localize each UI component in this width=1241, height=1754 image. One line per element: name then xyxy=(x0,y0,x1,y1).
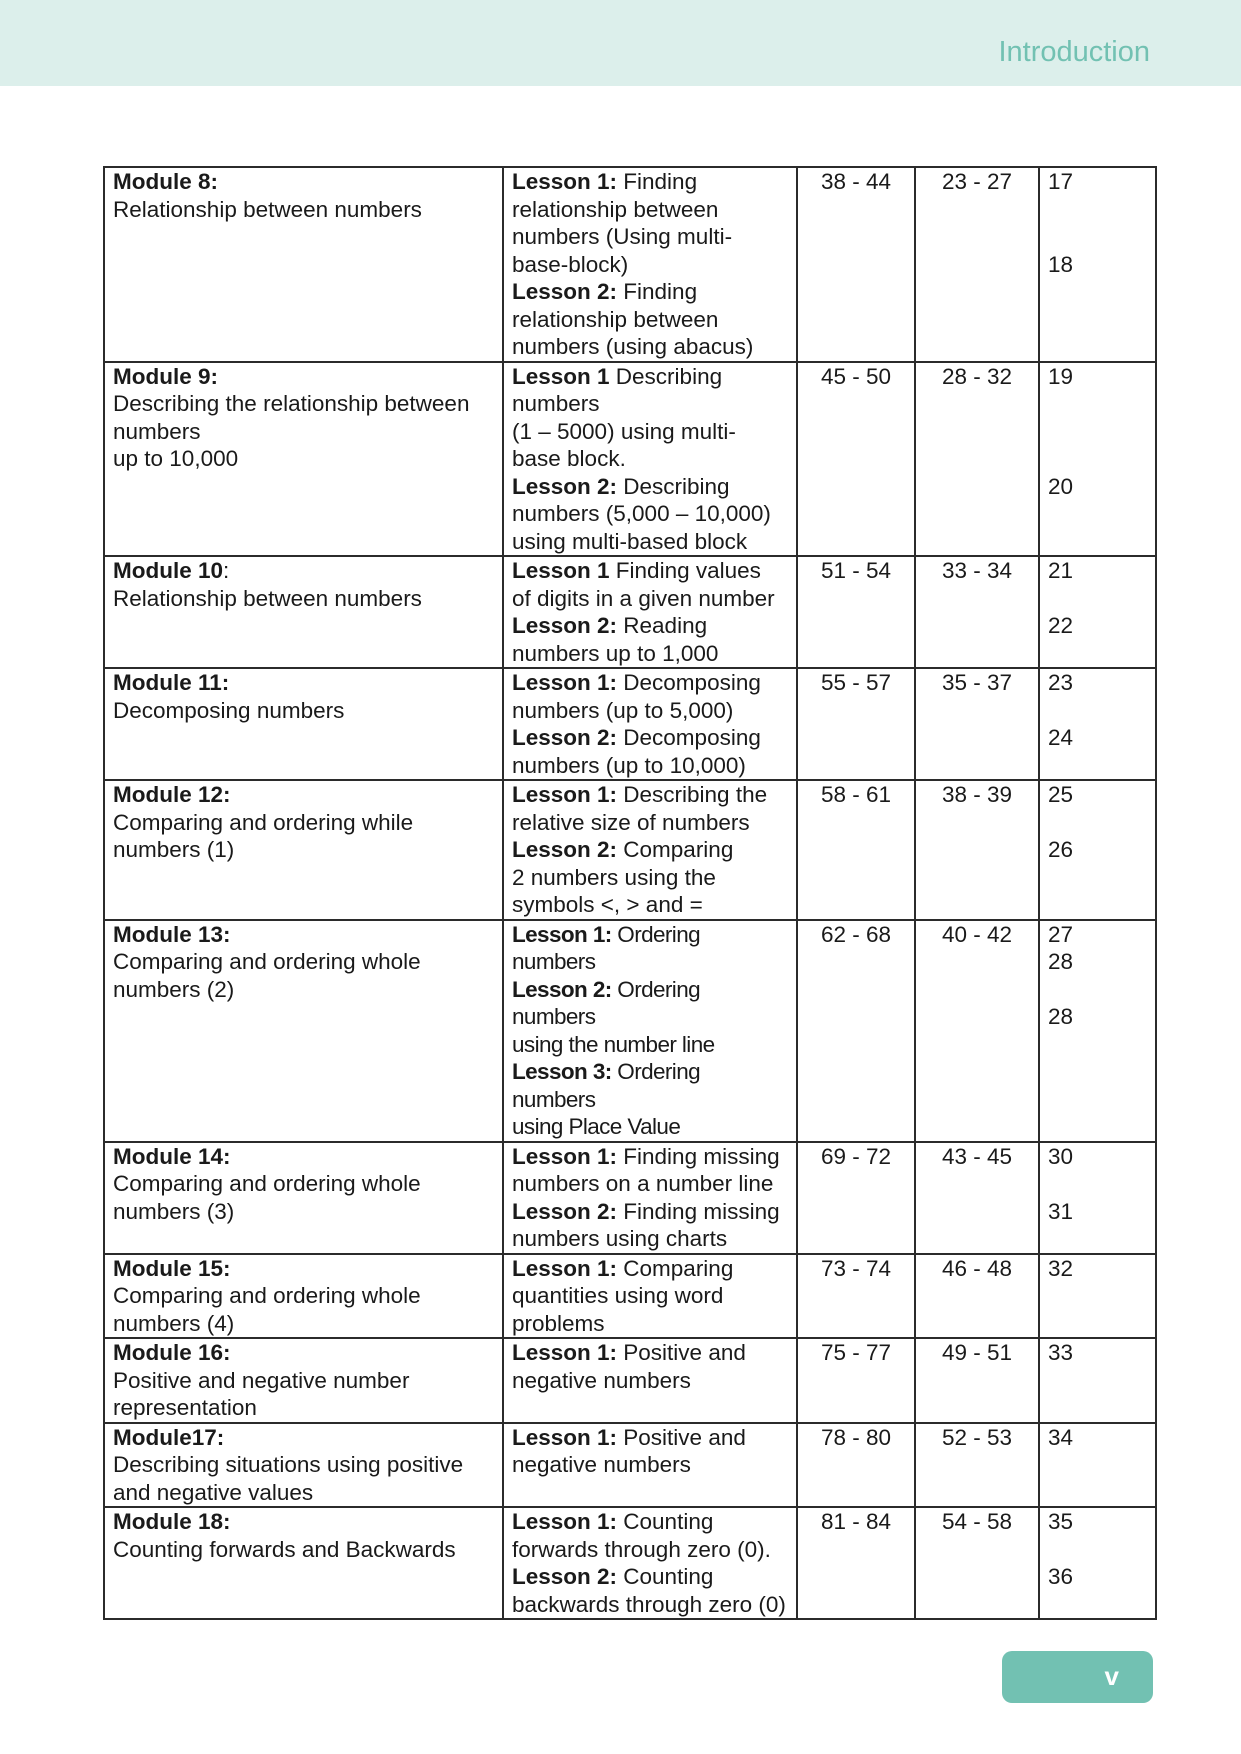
module-cell xyxy=(104,920,503,1142)
lessons-cell: Lesson 1: Positive and negative numbers xyxy=(503,1338,797,1423)
header-band xyxy=(0,0,1241,86)
module-cell xyxy=(104,362,503,557)
page-range-cell: 62 - 68 xyxy=(797,920,915,1142)
page-range-cell: 28 - 32 xyxy=(915,362,1039,557)
page-number: v xyxy=(1104,1661,1119,1691)
module-title-line: numbers (2) xyxy=(113,976,235,1002)
page-range-cell: 54 - 58 xyxy=(915,1507,1039,1619)
module-cell xyxy=(104,780,503,920)
module-title-line: numbers xyxy=(113,418,201,444)
lesson-page-cell: 17 18 xyxy=(1039,167,1156,362)
module-title-line: Comparing and ordering whole xyxy=(113,1283,421,1308)
lesson-page-cell: 25 26 xyxy=(1039,780,1156,920)
module-title-line: Comparing and ordering whole xyxy=(113,949,421,974)
module-title-line: and negative values xyxy=(113,1479,314,1505)
module-title-line: representation xyxy=(113,1395,257,1420)
lessons-cell: Lesson 1: Comparing quantities using word problems xyxy=(503,1254,797,1339)
module-label: Module 14: xyxy=(113,1143,231,1169)
table-row xyxy=(104,556,1156,668)
module-title-line: Describing the relationship between xyxy=(113,391,470,416)
page-range-cell: 51 - 54 xyxy=(797,556,915,668)
module-cell xyxy=(104,1507,503,1619)
module-label: Module 15: xyxy=(113,1255,231,1281)
lessons-cell: Lesson 1: Decomposing numbers (up to 5,000) Lesson 2: Decomposing numbers (up to 10,000) xyxy=(503,668,797,780)
table-row xyxy=(104,920,1156,1142)
contents-table xyxy=(103,166,1157,1620)
table-row xyxy=(104,1423,1156,1508)
module-cell xyxy=(104,167,503,362)
table-row xyxy=(104,1338,1156,1423)
lesson-page-cell: 32 xyxy=(1039,1254,1156,1339)
table-row xyxy=(104,1507,1156,1619)
module-cell xyxy=(104,556,503,668)
lessons-cell: Lesson 1: Positive and negative numbers xyxy=(503,1423,797,1508)
page-range-cell: 73 - 74 xyxy=(797,1254,915,1339)
lesson-page-cell: 34 xyxy=(1039,1423,1156,1508)
lesson-page-cell: 27 28 28 xyxy=(1039,920,1156,1142)
page-range-cell: 45 - 50 xyxy=(797,362,915,557)
module-title-line: Counting forwards and Backwards xyxy=(113,1536,456,1562)
lessons-cell: Lesson 1: Ordering numbers Lesson 2: Ordering numbers using the number line Lesson 3: Ordering numbers using Place Value xyxy=(503,920,797,1142)
module-title-line: Describing situations using positive xyxy=(113,1452,464,1477)
module-title-line: Positive and negative number xyxy=(113,1367,410,1393)
module-label: Module 12: xyxy=(113,782,231,807)
module-title-line: numbers (1) xyxy=(113,837,235,862)
module-title-line: Relationship between numbers xyxy=(113,196,422,222)
lessons-cell: Lesson 1 Finding values of digits in a given number Lesson 2: Reading numbers up to 1,000 xyxy=(503,556,797,668)
module-cell xyxy=(104,1338,503,1423)
lesson-page-cell: 21 22 xyxy=(1039,556,1156,668)
page-range-cell: 75 - 77 xyxy=(797,1338,915,1423)
module-label: Module 11: xyxy=(113,670,230,695)
module-label: Module 16: xyxy=(113,1340,231,1365)
module-label: Module 18: xyxy=(113,1509,231,1534)
page-range-cell: 46 - 48 xyxy=(915,1254,1039,1339)
module-cell xyxy=(104,1254,503,1339)
lessons-cell: Lesson 1: Counting forwards through zero (0). Lesson 2: Counting backwards through zero (0) xyxy=(503,1507,797,1619)
lessons-cell: Lesson 1 Describing numbers (1 – 5000) using multi- base block. Lesson 2: Describing numbers (5,000 – 10,000) using multi-based block xyxy=(503,362,797,557)
lesson-page-cell: 23 24 xyxy=(1039,668,1156,780)
lessons-cell: Lesson 1: Finding relationship between numbers (Using multi- base-block) Lesson 2: Finding relationship between numbers (using abacus) xyxy=(503,167,797,362)
page-range-cell: 55 - 57 xyxy=(797,668,915,780)
page-range-cell: 58 - 61 xyxy=(797,780,915,920)
table-row xyxy=(104,668,1156,780)
table-row xyxy=(104,780,1156,920)
page-range-cell: 23 - 27 xyxy=(915,167,1039,362)
module-cell xyxy=(104,668,503,780)
module-title-line: numbers (3) xyxy=(113,1198,235,1224)
module-label: Module17: xyxy=(113,1424,225,1450)
lesson-page-cell: 33 xyxy=(1039,1338,1156,1423)
module-cell xyxy=(104,1142,503,1254)
module-title-line: Comparing and ordering whole xyxy=(113,1171,421,1196)
page-range-cell: 78 - 80 xyxy=(797,1423,915,1508)
table-row xyxy=(104,1142,1156,1254)
table-row xyxy=(104,362,1156,557)
module-cell xyxy=(104,1423,503,1508)
table-row xyxy=(104,1254,1156,1339)
lesson-page-cell: 35 36 xyxy=(1039,1507,1156,1619)
section-title: Introduction xyxy=(998,36,1150,68)
module-label: Module 8: xyxy=(113,169,218,194)
page-range-cell: 38 - 44 xyxy=(797,167,915,362)
module-title-line: Relationship between numbers xyxy=(113,585,422,611)
lessons-cell: Lesson 1: Describing the relative size of numbers Lesson 2: Comparing 2 numbers using the symbols <, > and = xyxy=(503,780,797,920)
page-range-cell: 81 - 84 xyxy=(797,1507,915,1619)
page-range-cell: 69 - 72 xyxy=(797,1142,915,1254)
module-title-line: Comparing and ordering while xyxy=(113,809,414,835)
lesson-page-cell: 30 31 xyxy=(1039,1142,1156,1254)
module-title-line: Decomposing numbers xyxy=(113,697,345,723)
module-title-line: numbers (4) xyxy=(113,1310,235,1336)
page-range-cell: 52 - 53 xyxy=(915,1423,1039,1508)
page-range-cell: 38 - 39 xyxy=(915,780,1039,920)
lesson-page-cell: 19 20 xyxy=(1039,362,1156,557)
table-row xyxy=(104,167,1156,362)
page-range-cell: 49 - 51 xyxy=(915,1338,1039,1423)
module-label: Module 10: xyxy=(113,558,230,583)
module-label: Module 9: xyxy=(113,363,218,389)
module-label: Module 13: xyxy=(113,921,231,947)
page-range-cell: 33 - 34 xyxy=(915,556,1039,668)
lessons-cell: Lesson 1: Finding missing numbers on a number line Lesson 2: Finding missing numbers using charts xyxy=(503,1142,797,1254)
page-range-cell: 35 - 37 xyxy=(915,668,1039,780)
page-number-badge xyxy=(1002,1651,1153,1703)
page-range-cell: 43 - 45 xyxy=(915,1142,1039,1254)
module-title-line: up to 10,000 xyxy=(113,446,239,471)
page-range-cell: 40 - 42 xyxy=(915,920,1039,1142)
